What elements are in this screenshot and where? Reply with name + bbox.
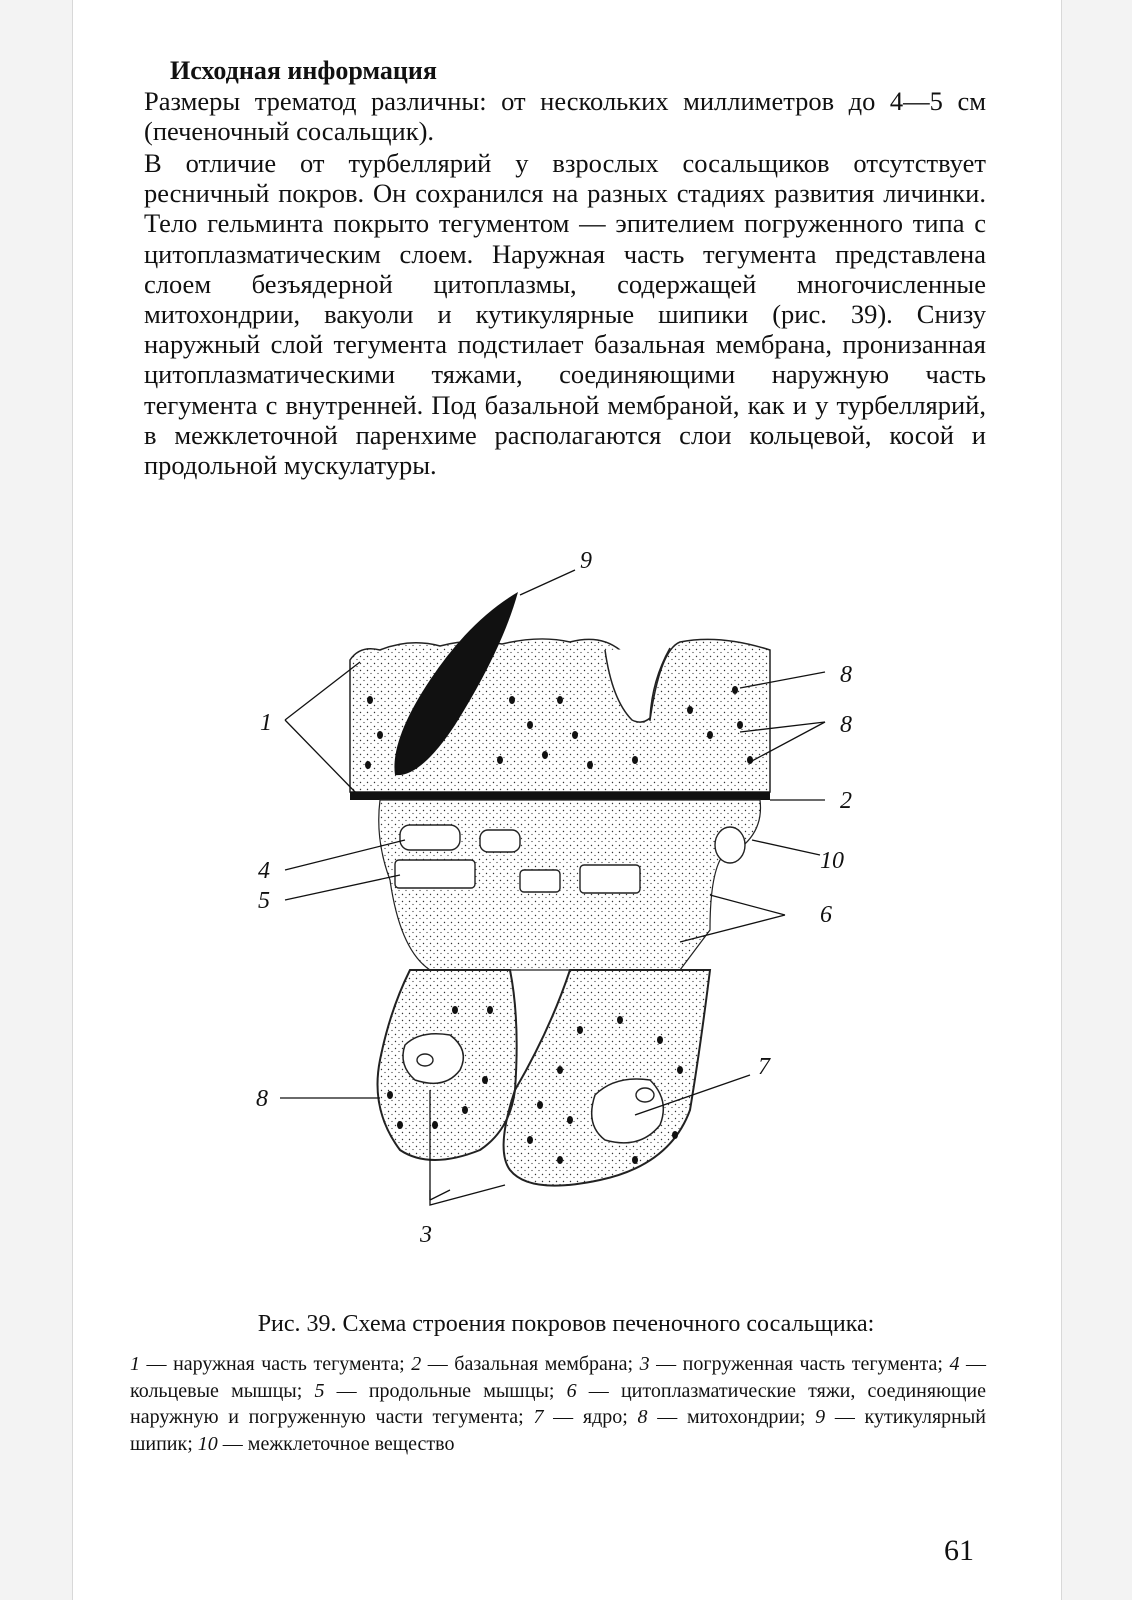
legend-num-5: 5 [314, 1379, 325, 1402]
label-4: 4 [258, 858, 270, 884]
legend-num-6: 6 [566, 1379, 577, 1402]
label-5: 5 [258, 888, 270, 914]
legend-num-8: 8 [637, 1406, 648, 1428]
legend-text-2: — базальная мембрана; [421, 1353, 640, 1375]
paragraph-sizes: Размеры трематод различны: от нескольких миллиметров до 4—5 см (печеночный сосальщик). [144, 86, 986, 147]
legend-text-5: — продольные мышцы; [324, 1379, 567, 1402]
legend-text-1: — наружная часть тегумента; [140, 1353, 412, 1375]
legend-num-4: 4 [949, 1353, 960, 1375]
figure-39 [240, 550, 890, 1270]
figure-legend [130, 1351, 986, 1457]
legend-num-2: 2 [411, 1353, 422, 1375]
longitudinal-muscle [395, 860, 475, 888]
legend-num-7: 7 [533, 1406, 544, 1428]
legend-text-10: — межклеточное вещество [217, 1432, 455, 1455]
legend-text-3: — погруженная часть тегумента; [649, 1353, 950, 1375]
legend-text-6: — цитоплазматические тяжи, соединяющие наружную и погруженную части тегумента; [130, 1379, 986, 1428]
label-8-middle: 8 [840, 712, 852, 738]
legend-num-1: 1 [130, 1353, 140, 1375]
label-3: 3 [420, 1222, 432, 1248]
label-6: 6 [820, 902, 832, 928]
basal-membrane [350, 792, 770, 800]
figure-caption-title: Рис. 39. Схема строения покровов печеночного сосальщика: [257, 1311, 875, 1337]
legend-text-4: — кольцевые мышцы; [130, 1353, 987, 1402]
label-8-bottom: 8 [256, 1086, 268, 1112]
label-8-top: 8 [840, 662, 852, 688]
legend-num-10: 10 [197, 1432, 218, 1455]
legend-num-9: 9 [815, 1406, 826, 1428]
label-10: 10 [820, 848, 844, 874]
label-2: 2 [840, 788, 852, 814]
label-7: 7 [758, 1054, 770, 1080]
legend-num-3: 3 [639, 1353, 650, 1375]
tegument-diagram [240, 550, 890, 1270]
circular-muscle [400, 825, 460, 850]
nucleus-right [592, 1079, 664, 1143]
legend-text-7: — ядро; [543, 1406, 638, 1428]
label-1: 1 [260, 710, 272, 736]
page-number: 61 [944, 1534, 974, 1567]
label-9: 9 [580, 550, 592, 574]
legend-text-8: — митохондрии; [647, 1406, 816, 1428]
submerged-cell-right [504, 970, 710, 1186]
paragraph-tegument: В отличие от турбеллярий у взрослых сосальщиков отсутствует ресничный покров. Он сохранился на разных стадиях развития личинки. Тело гельминта покрыто тегументом — эпителием погруженного типа с цитоплазматическим слоем. Наружная часть тегумента представлена слоем безъядерной цитоплазмы, содержащей многочисленные митохондрии, вакуоли и кутикулярные шипики (рис. 39). Снизу наружный слой тегумента подстилает базальная мембрана, пронизанная цитоплазматическими тяжами, соединяющими наружную часть тегумента с внутренней. Под базальной мембраной, как и у турбеллярий, в межклеточной паренхиме располагаются слои кольцевой, косой и продольной мускулатуры. [144, 148, 986, 481]
legend-text-9: — кутикулярный шипик; [130, 1406, 986, 1455]
section-heading: Исходная информация [170, 56, 437, 85]
